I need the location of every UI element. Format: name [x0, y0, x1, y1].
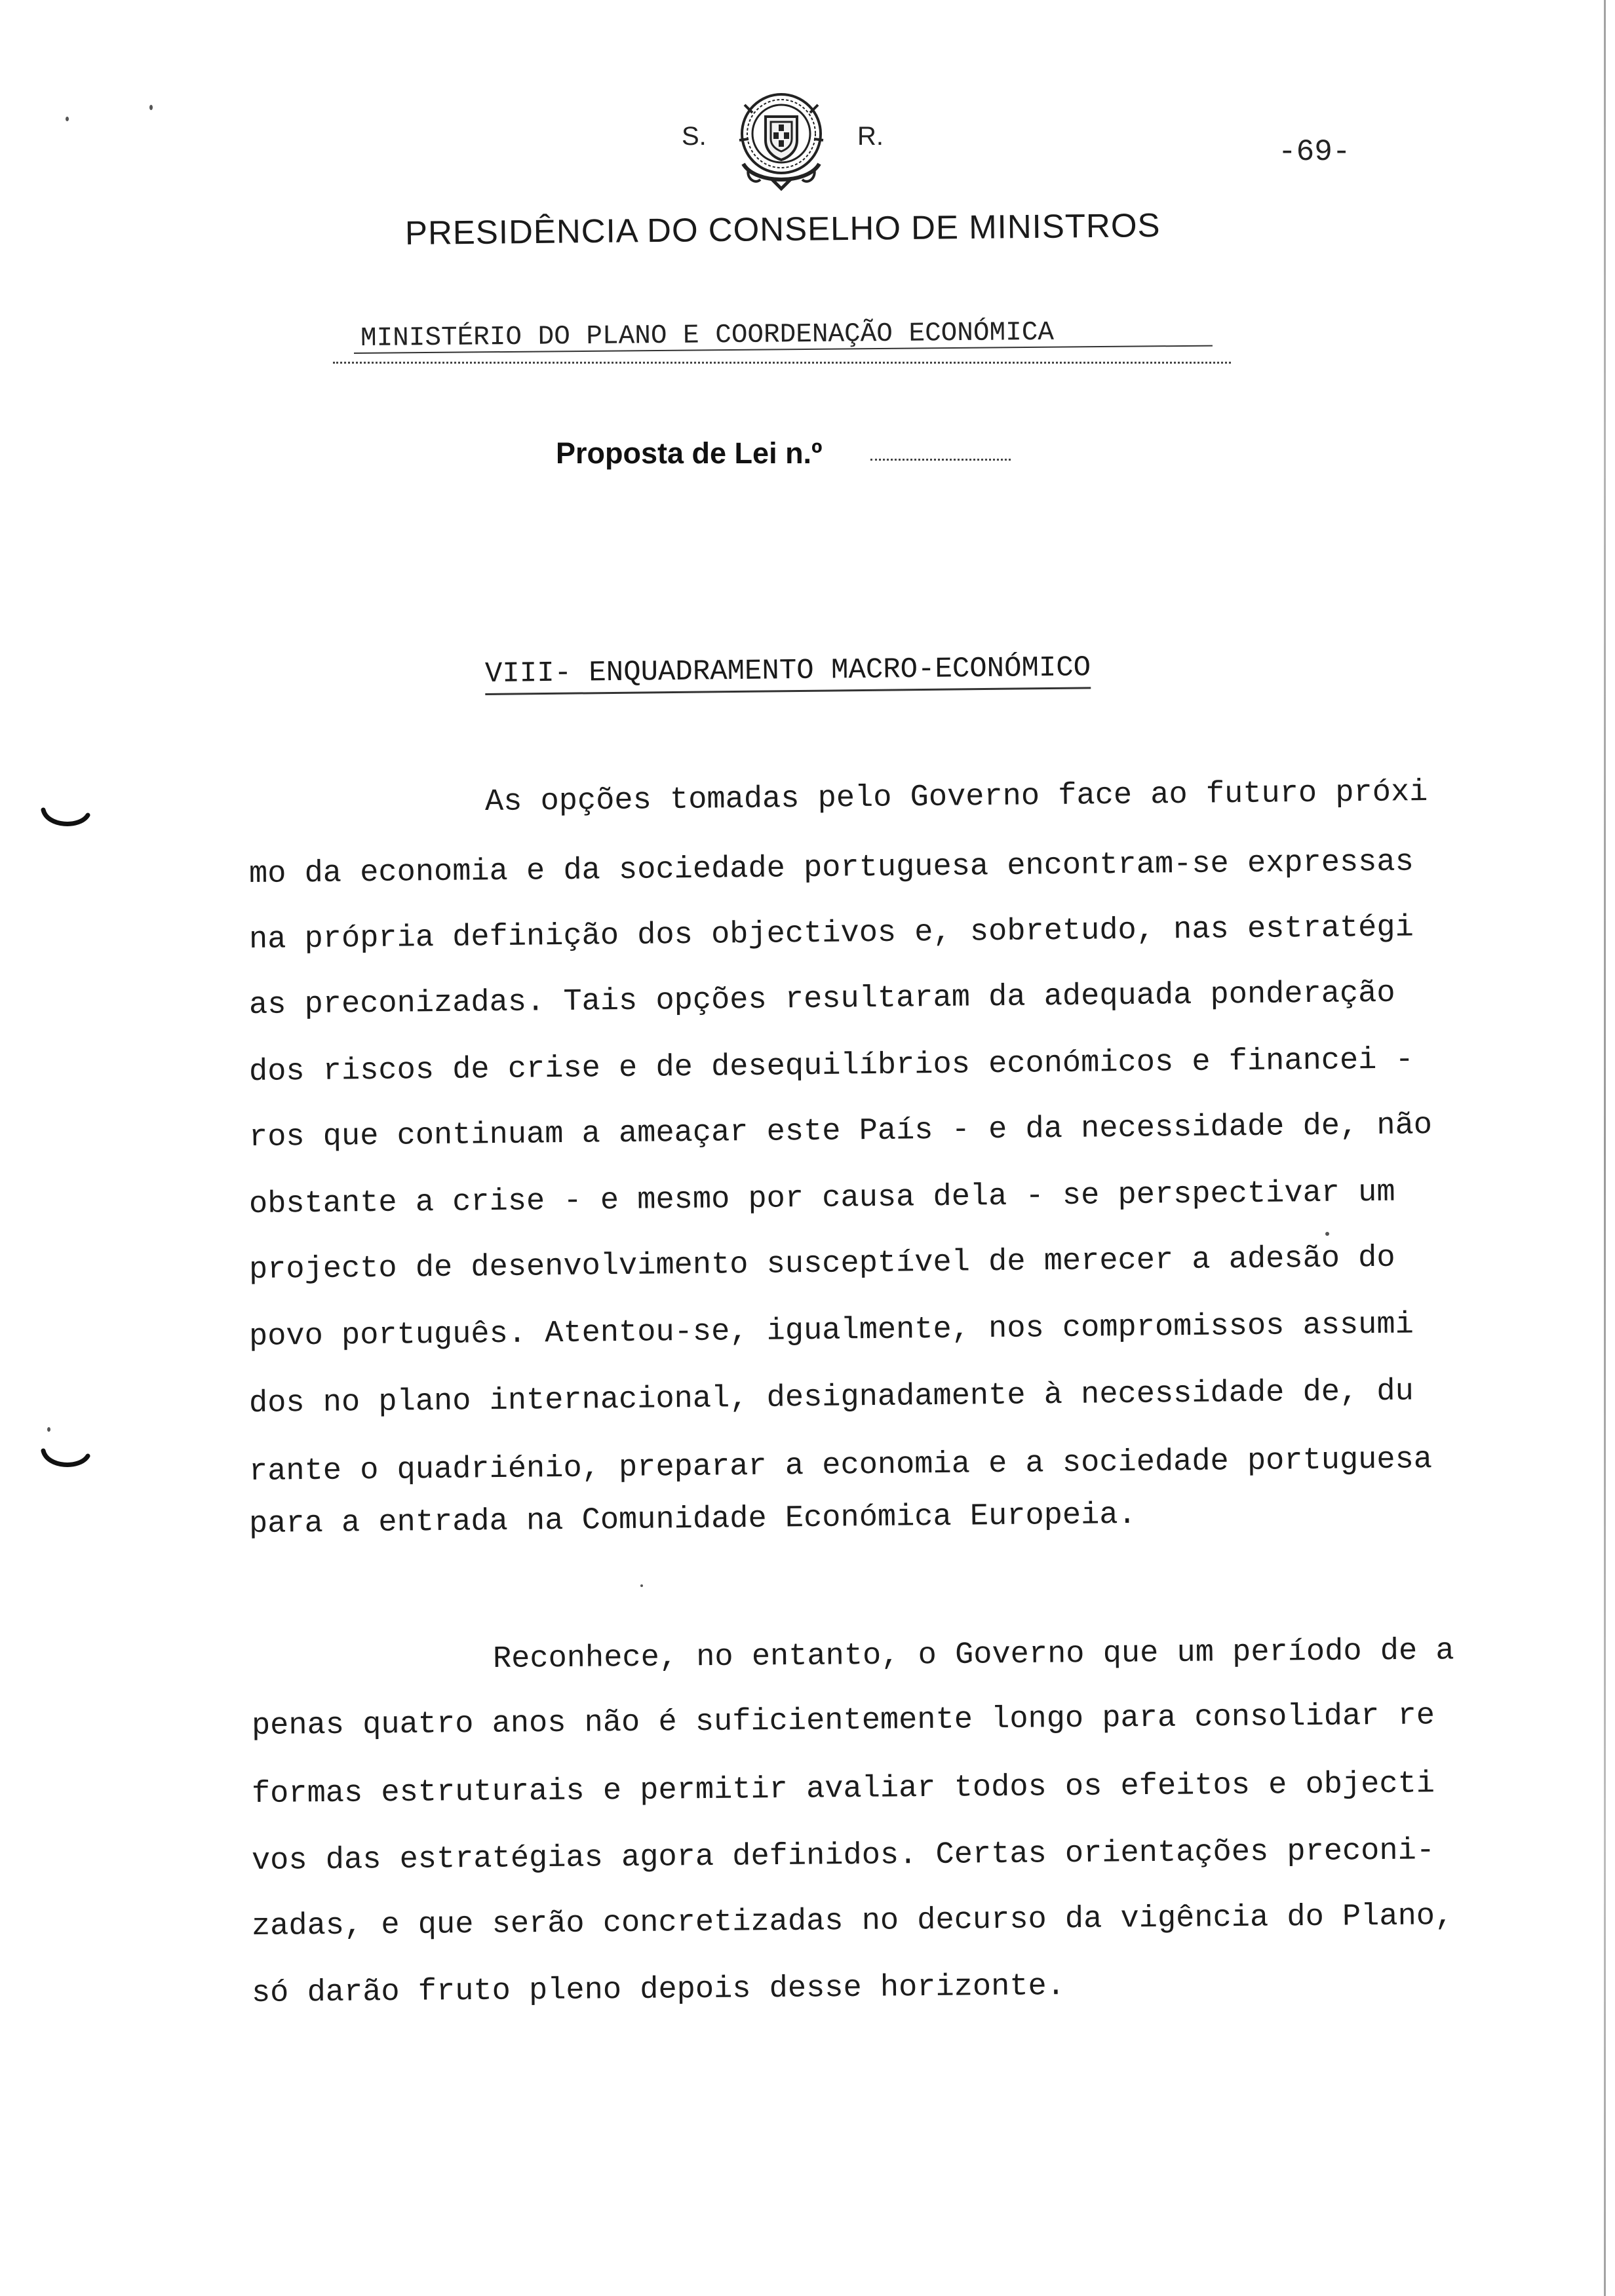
header-letter-r: R. [857, 122, 884, 151]
proposta-number-blank [870, 459, 1011, 461]
paragraph-line: penas quatro anos não é suficientemente longo para consolidar re [251, 1698, 1435, 1744]
paragraph-line: dos no plano internacional, designadamente à necessidade de, du [248, 1374, 1414, 1421]
paragraph-line: obstante a crise - e mesmo por causa dela - se perspectivar um [248, 1175, 1395, 1222]
paragraph-line: para a entrada na Comunidade Económica Europeia. [248, 1497, 1137, 1542]
punch-hole-mark [41, 1448, 90, 1470]
paragraph-line: dos riscos de crise e de desequilíbrios económicos e financei - [248, 1043, 1414, 1090]
page-number: -69- [1278, 135, 1351, 169]
paragraph-line: só darão fruto pleno depois desse horizonte. [251, 1969, 1066, 2011]
proposta-label: Proposta de Lei n.º [556, 436, 823, 470]
paragraph-line: rante o quadriénio, preparar a economia e a sociedade portuguesa [248, 1442, 1433, 1489]
ministry-line [333, 313, 1231, 364]
stray-mark [149, 105, 153, 110]
paragraph-line: ros que continuam a ameaçar este País - e da necessidade de, não [248, 1108, 1433, 1155]
paragraph-line: zadas, e que serão concretizadas no decurso da vigência do Plano, [251, 1899, 1454, 1944]
coat-of-arms-emblem [729, 86, 834, 198]
stray-mark [1325, 1232, 1329, 1236]
section-heading-text: VIII- ENQUADRAMENTO MACRO-ECONÓMICO [485, 651, 1091, 695]
header-letter-s: S. [682, 122, 707, 151]
paragraph-line: mo da economia e da sociedade portuguesa encontram-se expressas [248, 845, 1414, 892]
paragraph-line: Reconhece, no entanto, o Governo que um período de a [492, 1634, 1454, 1677]
paragraph-line: vos das estratégias agora definidos. Certas orientações preconi- [251, 1833, 1435, 1879]
section-heading [485, 651, 1091, 691]
paragraph-line: na própria definição dos objectivos e, sobretudo, nas estratégi [248, 910, 1414, 957]
paragraph-line: As opções tomadas pelo Governo face ao futuro próxi [484, 775, 1428, 820]
stray-mark [640, 1584, 643, 1587]
stray-mark [66, 117, 69, 121]
punch-hole-mark [41, 807, 90, 830]
ministry-title: MINISTÉRIO DO PLANO E COORDENAÇÃO ECONÓMICA [360, 317, 1055, 354]
paragraph-line: formas estruturais e permitir avaliar todos os efeitos e objecti [251, 1767, 1435, 1812]
paragraph-line: projecto de desenvolvimento susceptível de merecer a adesão do [248, 1240, 1395, 1288]
presidency-title: PRESIDÊNCIA DO CONSELHO DE MINISTROS [404, 206, 1161, 252]
paragraph-line: povo português. Atentou-se, igualmente, nos compromissos assumi [248, 1307, 1414, 1354]
paragraph-line: as preconizadas. Tais opções resultaram da adequada ponderação [248, 976, 1395, 1023]
stray-mark [47, 1427, 50, 1432]
page-edge-shadow [1604, 0, 1606, 2296]
